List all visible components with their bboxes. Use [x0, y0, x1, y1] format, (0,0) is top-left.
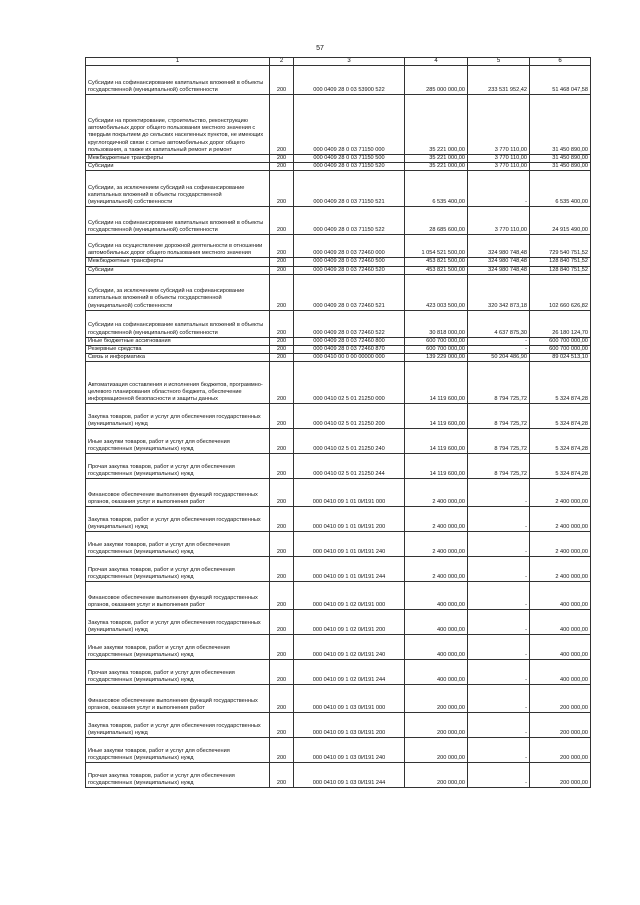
- row-line-code-cell: 200: [270, 685, 294, 713]
- row-executed-cell: -: [468, 763, 530, 788]
- row-unexecuted-cell: 89 024 513,10: [530, 354, 591, 362]
- row-unexecuted-cell: 31 450 890,00: [530, 155, 591, 163]
- row-budget-code-cell: 000 0409 28 0 03 72460 800: [294, 337, 405, 345]
- row-budget-code-cell: 000 0409 28 0 03 53900 522: [294, 66, 405, 95]
- row-name-cell: Субсидии на проектирование, строительство, реконструкцию автомобильных дорог общего пользования местного значения с твердым покрытием до сельских населенных пунктов, не имеющих круглогодичной связи с сетью автомобильных дорог общего пользования, а также их капитальный ремонт и ремонт: [86, 95, 270, 155]
- table-row: [86, 354, 591, 362]
- row-name-cell: Связь и информатика: [86, 354, 270, 362]
- table-row: [86, 429, 591, 454]
- row-name-cell: Субсидии на софинансирование капитальных вложений в объекты государственной (муниципальной) собственности: [86, 66, 270, 95]
- row-executed-cell: -: [468, 738, 530, 763]
- row-unexecuted-cell: 128 840 751,52: [530, 258, 591, 266]
- row-unexecuted-cell: 5 324 874,28: [530, 404, 591, 429]
- row-budget-code-cell: 000 0410 09 1 02 0И191 000: [294, 582, 405, 610]
- table-row: [86, 258, 591, 266]
- row-unexecuted-cell: 5 324 874,28: [530, 429, 591, 454]
- row-line-code-cell: 200: [270, 404, 294, 429]
- table-row: [86, 738, 591, 763]
- row-executed-cell: -: [468, 532, 530, 557]
- row-budget-code-cell: 000 0409 28 0 03 72460 522: [294, 310, 405, 337]
- table-row: [86, 763, 591, 788]
- row-budget-code-cell: 000 0410 02 5 01 21250 200: [294, 404, 405, 429]
- row-executed-cell: 8 794 725,72: [468, 454, 530, 479]
- row-budget-code-cell: 000 0409 28 0 03 72460 520: [294, 266, 405, 274]
- row-budget-code-cell: 000 0410 09 1 03 0И191 244: [294, 763, 405, 788]
- row-name-cell: Закупка товаров, работ и услуг для обеспечения государственных (муниципальных) нужд: [86, 404, 270, 429]
- row-executed-cell: -: [468, 171, 530, 207]
- row-line-code-cell: 200: [270, 266, 294, 274]
- row-executed-cell: 320 342 873,18: [468, 274, 530, 310]
- row-name-cell: Иные бюджетные ассигнования: [86, 337, 270, 345]
- row-approved-cell: 30 818 000,00: [405, 310, 468, 337]
- row-unexecuted-cell: 600 700 000,00: [530, 337, 591, 345]
- row-line-code-cell: 200: [270, 362, 294, 404]
- row-line-code-cell: 200: [270, 337, 294, 345]
- row-line-code-cell: 200: [270, 610, 294, 635]
- row-approved-cell: 35 221 000,00: [405, 95, 468, 155]
- row-name-cell: Прочая закупка товаров, работ и услуг для обеспечения государственных (муниципальных) нужд: [86, 660, 270, 685]
- row-name-cell: Прочая закупка товаров, работ и услуг для обеспечения государственных (муниципальных) нужд: [86, 763, 270, 788]
- row-approved-cell: 200 000,00: [405, 685, 468, 713]
- row-budget-code-cell: 000 0410 09 1 02 0И191 240: [294, 635, 405, 660]
- table-row: [86, 171, 591, 207]
- row-name-cell: Субсидии, за исключением субсидий на софинансирование капитальных вложений в объекты государственной (муниципальной) собственности: [86, 171, 270, 207]
- table-row: [86, 557, 591, 582]
- row-approved-cell: 1 054 521 500,00: [405, 235, 468, 258]
- row-approved-cell: 2 400 000,00: [405, 479, 468, 507]
- row-executed-cell: -: [468, 582, 530, 610]
- row-approved-cell: 285 000 000,00: [405, 66, 468, 95]
- row-executed-cell: -: [468, 557, 530, 582]
- row-approved-cell: 14 119 600,00: [405, 404, 468, 429]
- row-executed-cell: -: [468, 507, 530, 532]
- row-name-cell: Субсидии: [86, 163, 270, 171]
- row-budget-code-cell: 000 0410 02 5 01 21250 240: [294, 429, 405, 454]
- table-row: [86, 155, 591, 163]
- row-executed-cell: -: [468, 610, 530, 635]
- row-line-code-cell: 200: [270, 346, 294, 354]
- row-budget-code-cell: 000 0409 28 0 03 71150 000: [294, 95, 405, 155]
- row-unexecuted-cell: 6 535 400,00: [530, 171, 591, 207]
- row-budget-code-cell: 000 0410 09 1 03 0И191 240: [294, 738, 405, 763]
- table-row: [86, 404, 591, 429]
- row-name-cell: Иные закупки товаров, работ и услуг для обеспечения государственных (муниципальных) нужд: [86, 635, 270, 660]
- row-executed-cell: 3 770 110,00: [468, 163, 530, 171]
- row-executed-cell: -: [468, 337, 530, 345]
- row-budget-code-cell: 000 0409 28 0 03 71150 520: [294, 163, 405, 171]
- row-approved-cell: 453 821 500,00: [405, 258, 468, 266]
- row-name-cell: Межбюджетные трансферты: [86, 258, 270, 266]
- row-executed-cell: 8 794 725,72: [468, 404, 530, 429]
- row-name-cell: Субсидии, за исключением субсидий на софинансирование капитальных вложений в объекты государственной (муниципальной) собственности: [86, 274, 270, 310]
- row-executed-cell: 3 770 110,00: [468, 155, 530, 163]
- row-approved-cell: 2 400 000,00: [405, 557, 468, 582]
- row-name-cell: Резервные средства: [86, 346, 270, 354]
- row-budget-code-cell: 000 0410 09 1 01 0И191 000: [294, 479, 405, 507]
- row-line-code-cell: 200: [270, 763, 294, 788]
- row-name-cell: Субсидии: [86, 266, 270, 274]
- row-line-code-cell: 200: [270, 507, 294, 532]
- column-header: 5: [468, 58, 530, 66]
- row-line-code-cell: 200: [270, 429, 294, 454]
- column-header: 2: [270, 58, 294, 66]
- table-row: [86, 635, 591, 660]
- row-executed-cell: 3 770 110,00: [468, 95, 530, 155]
- table-row: [86, 610, 591, 635]
- row-executed-cell: 50 204 486,90: [468, 354, 530, 362]
- row-unexecuted-cell: 400 000,00: [530, 635, 591, 660]
- table-row: [86, 713, 591, 738]
- row-line-code-cell: 200: [270, 163, 294, 171]
- row-budget-code-cell: 000 0409 28 0 03 72460 500: [294, 258, 405, 266]
- row-executed-cell: -: [468, 713, 530, 738]
- row-approved-cell: 200 000,00: [405, 763, 468, 788]
- table-row: [86, 507, 591, 532]
- row-name-cell: Прочая закупка товаров, работ и услуг для обеспечения государственных (муниципальных) нужд: [86, 454, 270, 479]
- row-executed-cell: -: [468, 660, 530, 685]
- row-line-code-cell: 200: [270, 660, 294, 685]
- table-row: [86, 274, 591, 310]
- row-unexecuted-cell: 26 180 124,70: [530, 310, 591, 337]
- row-unexecuted-cell: 2 400 000,00: [530, 557, 591, 582]
- row-approved-cell: 14 119 600,00: [405, 454, 468, 479]
- row-name-cell: Закупка товаров, работ и услуг для обеспечения государственных (муниципальных) нужд: [86, 610, 270, 635]
- row-executed-cell: 8 794 725,72: [468, 362, 530, 404]
- column-header: 6: [530, 58, 591, 66]
- row-name-cell: Финансовое обеспечение выполнения функций государственных органов, оказания услуг и выполнения работ: [86, 479, 270, 507]
- row-line-code-cell: 200: [270, 532, 294, 557]
- row-approved-cell: 139 229 000,00: [405, 354, 468, 362]
- row-approved-cell: 35 221 000,00: [405, 155, 468, 163]
- row-executed-cell: -: [468, 346, 530, 354]
- table-row: [86, 582, 591, 610]
- row-line-code-cell: 200: [270, 171, 294, 207]
- table-row: [86, 532, 591, 557]
- row-name-cell: Субсидии на софинансирование капитальных вложений в объекты государственной (муниципальной) собственности: [86, 310, 270, 337]
- row-name-cell: Иные закупки товаров, работ и услуг для обеспечения государственных (муниципальных) нужд: [86, 532, 270, 557]
- row-budget-code-cell: 000 0410 00 0 00 00000 000: [294, 354, 405, 362]
- row-unexecuted-cell: 400 000,00: [530, 582, 591, 610]
- row-approved-cell: 2 400 000,00: [405, 532, 468, 557]
- row-name-cell: Субсидии на софинансирование капитальных вложений в объекты государственной (муниципальной) собственности: [86, 207, 270, 235]
- table-row: [86, 207, 591, 235]
- row-executed-cell: 4 637 875,30: [468, 310, 530, 337]
- table-row: [86, 346, 591, 354]
- row-executed-cell: -: [468, 635, 530, 660]
- row-name-cell: Закупка товаров, работ и услуг для обеспечения государственных (муниципальных) нужд: [86, 713, 270, 738]
- row-line-code-cell: 200: [270, 738, 294, 763]
- row-line-code-cell: 200: [270, 155, 294, 163]
- row-budget-code-cell: 000 0410 02 5 01 21250 000: [294, 362, 405, 404]
- column-header: 4: [405, 58, 468, 66]
- row-unexecuted-cell: 128 840 751,52: [530, 266, 591, 274]
- row-unexecuted-cell: 31 450 890,00: [530, 163, 591, 171]
- row-name-cell: Финансовое обеспечение выполнения функций государственных органов, оказания услуг и выполнения работ: [86, 582, 270, 610]
- row-line-code-cell: 200: [270, 354, 294, 362]
- page-number: 57: [316, 45, 324, 52]
- row-line-code-cell: 200: [270, 274, 294, 310]
- table-row: [86, 685, 591, 713]
- row-unexecuted-cell: 200 000,00: [530, 685, 591, 713]
- table-row: [86, 163, 591, 171]
- row-name-cell: Иные закупки товаров, работ и услуг для обеспечения государственных (муниципальных) нужд: [86, 738, 270, 763]
- table-row: [86, 66, 591, 95]
- row-approved-cell: 200 000,00: [405, 738, 468, 763]
- row-executed-cell: 324 980 748,48: [468, 266, 530, 274]
- row-budget-code-cell: 000 0409 28 0 03 72460 000: [294, 235, 405, 258]
- row-budget-code-cell: 000 0410 02 5 01 21250 244: [294, 454, 405, 479]
- column-number-row: [86, 58, 591, 66]
- row-budget-code-cell: 000 0409 28 0 03 72460 521: [294, 274, 405, 310]
- row-budget-code-cell: 000 0410 09 1 01 0И191 200: [294, 507, 405, 532]
- row-line-code-cell: 200: [270, 310, 294, 337]
- row-approved-cell: 400 000,00: [405, 582, 468, 610]
- budget-execution-table: [85, 57, 591, 788]
- row-unexecuted-cell: 2 400 000,00: [530, 479, 591, 507]
- row-budget-code-cell: 000 0410 09 1 02 0И191 244: [294, 660, 405, 685]
- row-budget-code-cell: 000 0409 28 0 03 71150 500: [294, 155, 405, 163]
- row-budget-code-cell: 000 0409 28 0 03 71150 521: [294, 171, 405, 207]
- row-approved-cell: 14 119 600,00: [405, 362, 468, 404]
- row-approved-cell: 14 119 600,00: [405, 429, 468, 454]
- row-unexecuted-cell: 24 915 490,00: [530, 207, 591, 235]
- row-approved-cell: 400 000,00: [405, 635, 468, 660]
- row-approved-cell: 423 003 500,00: [405, 274, 468, 310]
- row-unexecuted-cell: 200 000,00: [530, 763, 591, 788]
- row-unexecuted-cell: 600 700 000,00: [530, 346, 591, 354]
- row-budget-code-cell: 000 0409 28 0 03 71150 522: [294, 207, 405, 235]
- row-approved-cell: 453 821 500,00: [405, 266, 468, 274]
- row-executed-cell: 8 794 725,72: [468, 429, 530, 454]
- row-line-code-cell: 200: [270, 557, 294, 582]
- row-budget-code-cell: 000 0409 28 0 03 72460 870: [294, 346, 405, 354]
- table-row: [86, 454, 591, 479]
- table-row: [86, 310, 591, 337]
- row-budget-code-cell: 000 0410 09 1 03 0И191 000: [294, 685, 405, 713]
- row-name-cell: Субсидии на осуществление дорожной деятельности в отношении автомобильных дорог общего пользования местного значения: [86, 235, 270, 258]
- row-executed-cell: 233 531 952,42: [468, 66, 530, 95]
- row-line-code-cell: 200: [270, 235, 294, 258]
- table-row: [86, 95, 591, 155]
- row-approved-cell: 35 221 000,00: [405, 163, 468, 171]
- row-approved-cell: 28 685 600,00: [405, 207, 468, 235]
- row-unexecuted-cell: 729 540 751,52: [530, 235, 591, 258]
- table-row: [86, 266, 591, 274]
- row-executed-cell: -: [468, 685, 530, 713]
- row-name-cell: Межбюджетные трансферты: [86, 155, 270, 163]
- row-approved-cell: 200 000,00: [405, 713, 468, 738]
- row-unexecuted-cell: 2 400 000,00: [530, 507, 591, 532]
- row-line-code-cell: 200: [270, 582, 294, 610]
- row-unexecuted-cell: 400 000,00: [530, 610, 591, 635]
- row-name-cell: Закупка товаров, работ и услуг для обеспечения государственных (муниципальных) нужд: [86, 507, 270, 532]
- row-unexecuted-cell: 51 468 047,58: [530, 66, 591, 95]
- row-line-code-cell: 200: [270, 635, 294, 660]
- row-name-cell: Автоматизация составления и исполнения бюджетов, программно-целевого планирования областного бюджета, обеспечение информационной безопасности и защиты данных: [86, 362, 270, 404]
- row-line-code-cell: 200: [270, 207, 294, 235]
- row-approved-cell: 600 700 000,00: [405, 346, 468, 354]
- row-executed-cell: -: [468, 479, 530, 507]
- row-executed-cell: 324 980 748,48: [468, 235, 530, 258]
- row-line-code-cell: 200: [270, 713, 294, 738]
- row-name-cell: Иные закупки товаров, работ и услуг для обеспечения государственных (муниципальных) нужд: [86, 429, 270, 454]
- row-unexecuted-cell: 5 324 874,28: [530, 454, 591, 479]
- column-header: 3: [294, 58, 405, 66]
- row-line-code-cell: 200: [270, 66, 294, 95]
- row-budget-code-cell: 000 0410 09 1 02 0И191 200: [294, 610, 405, 635]
- row-unexecuted-cell: 200 000,00: [530, 738, 591, 763]
- row-executed-cell: 324 980 748,48: [468, 258, 530, 266]
- row-approved-cell: 400 000,00: [405, 610, 468, 635]
- table-row: [86, 337, 591, 345]
- row-name-cell: Финансовое обеспечение выполнения функций государственных органов, оказания услуг и выполнения работ: [86, 685, 270, 713]
- row-approved-cell: 600 700 000,00: [405, 337, 468, 345]
- row-budget-code-cell: 000 0410 09 1 01 0И191 244: [294, 557, 405, 582]
- table-row: [86, 235, 591, 258]
- row-unexecuted-cell: 200 000,00: [530, 713, 591, 738]
- table-row: [86, 362, 591, 404]
- row-line-code-cell: 200: [270, 95, 294, 155]
- row-name-cell: Прочая закупка товаров, работ и услуг для обеспечения государственных (муниципальных) нужд: [86, 557, 270, 582]
- row-approved-cell: 400 000,00: [405, 660, 468, 685]
- row-unexecuted-cell: 31 450 890,00: [530, 95, 591, 155]
- row-unexecuted-cell: 400 000,00: [530, 660, 591, 685]
- row-budget-code-cell: 000 0410 09 1 03 0И191 200: [294, 713, 405, 738]
- row-executed-cell: 3 770 110,00: [468, 207, 530, 235]
- row-unexecuted-cell: 5 324 874,28: [530, 362, 591, 404]
- row-line-code-cell: 200: [270, 479, 294, 507]
- table-row: [86, 479, 591, 507]
- row-budget-code-cell: 000 0410 09 1 01 0И191 240: [294, 532, 405, 557]
- row-approved-cell: 6 535 400,00: [405, 171, 468, 207]
- column-header: 1: [86, 58, 270, 66]
- row-line-code-cell: 200: [270, 258, 294, 266]
- row-unexecuted-cell: 2 400 000,00: [530, 532, 591, 557]
- row-approved-cell: 2 400 000,00: [405, 507, 468, 532]
- row-unexecuted-cell: 102 660 626,82: [530, 274, 591, 310]
- row-line-code-cell: 200: [270, 454, 294, 479]
- table-row: [86, 660, 591, 685]
